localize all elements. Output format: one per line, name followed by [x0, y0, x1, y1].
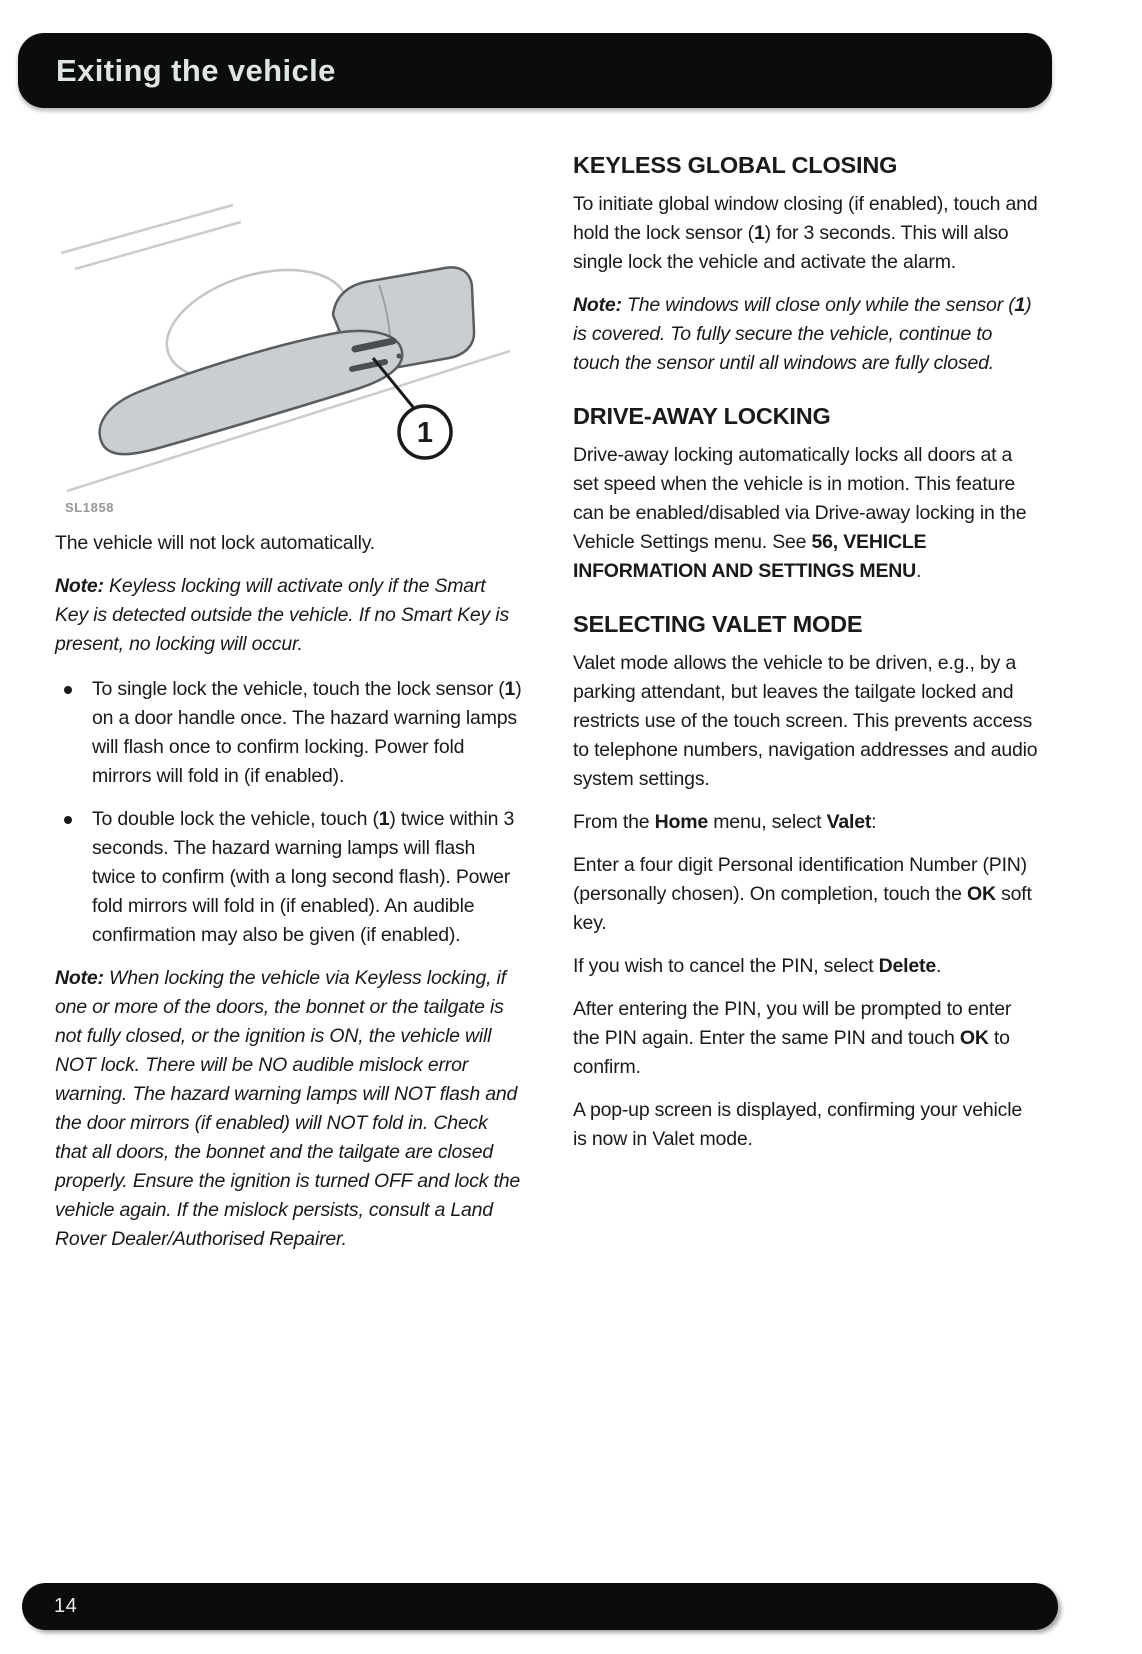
text-run: : — [871, 811, 877, 833]
paragraph — [573, 190, 1040, 277]
text-run: 1 — [753, 222, 765, 244]
text-run: ) for 3 seconds. This will also single lock the vehicle and activate the alarm. — [573, 222, 1009, 273]
list-item — [55, 675, 522, 791]
text-run: Delete — [878, 955, 936, 977]
text-run: A pop-up screen is displayed, confirming your vehicle is now in Valet mode. — [573, 1099, 1022, 1150]
text-run: ) on a door handle once. The hazard warning lamps will flash once to confirm locking. Power fold mirrors will fold in (if enabled). — [92, 678, 522, 787]
locking-bullet-list — [55, 675, 522, 950]
text-run: Keyless locking will activate only if the Smart Key is detected outside the vehicle. If no Smart Key is present, no locking will occur. — [55, 575, 509, 655]
text-run: Note: — [55, 575, 110, 597]
text-run: . — [916, 560, 922, 582]
section-heading: KEYLESS GLOBAL CLOSING — [573, 152, 898, 178]
text-run: The windows will close only while the sensor ( — [627, 294, 1015, 316]
text-run: To initiate global window closing (if enabled), touch and hold the lock sensor ( — [573, 193, 1038, 244]
single-lock-bullet-text — [92, 675, 522, 791]
text-run: Enter a four digit Personal identification Number (PIN) (personally chosen). On completion, touch the — [573, 854, 1027, 905]
content-columns — [55, 145, 1040, 1270]
door-handle-figure — [55, 145, 522, 517]
door-handle-illustration — [55, 145, 522, 493]
text-run: Home — [654, 811, 709, 833]
intro-paragraph: The vehicle will not lock automatically. — [55, 532, 376, 554]
double-lock-bullet-text — [92, 805, 522, 950]
page-title: Exiting the vehicle — [56, 52, 336, 88]
page-header-bar — [18, 33, 1052, 108]
text-run: 56, VEHICLE INFORMATION AND SETTINGS MENU — [573, 531, 927, 582]
page-number: 14 — [54, 1595, 78, 1617]
text-run: . — [935, 955, 942, 977]
text-run: menu, select — [708, 811, 827, 833]
text-run: OK — [959, 1027, 989, 1049]
text-run: ) twice within 3 seconds. The hazard warning lamps will flash twice to confirm (with a long second flash). Power fold mirrors will fold in (if enabled). An audible confirmation may also be given (if enabled). — [92, 808, 515, 946]
text-run: To single lock the vehicle, touch the lock sensor ( — [92, 678, 505, 700]
text-run: Drive-away locking automatically locks all doors at a set speed when the vehicle is in motion. This feature can be enabled/disabled via Drive-away locking in the Vehicle Settings menu. See — [573, 444, 1027, 553]
left-column — [55, 145, 522, 1270]
windows-close-note — [573, 291, 1040, 378]
text-run: Valet mode allows the vehicle to be driven, e.g., by a parking attendant, but leaves the tailgate locked and restricts use of the touch screen. This prevents access to telephone numbers, navigation addresses and audio system settings. — [573, 652, 1038, 790]
text-run: ) is covered. To fully secure the vehicle, continue to touch the sensor until all windows are fully closed. — [573, 294, 1032, 374]
section-heading: SELECTING VALET MODE — [573, 611, 863, 637]
paragraph — [573, 441, 1040, 586]
text-run: If you wish to cancel the PIN, select — [573, 955, 879, 977]
bullet-marker-icon — [64, 816, 72, 824]
text-run: 1 — [504, 678, 516, 700]
text-run: Valet — [826, 811, 872, 833]
text-run: From the — [573, 811, 655, 833]
text-run: When locking the vehicle via Keyless locking, if one or more of the doors, the bonnet or the tailgate is not fully closed, or the ignition is ON, the vehicle will NOT lock. There will be NO audible mislock error warning. The hazard warning lamps will NOT flash and the door mirrors (if enabled) will NOT fold in. Check that all doors, the bonnet and the tailgate are closed properly. Ensure the ignition is turned OFF and lock the vehicle again. If the mislock persists, consult a Land Rover Dealer/Authorised Repairer. — [55, 967, 520, 1250]
text-run: Note: — [55, 967, 110, 989]
text-run: 1 — [378, 808, 390, 830]
page-footer-bar — [22, 1583, 1058, 1630]
keyless-locking-note — [55, 572, 522, 659]
section-selecting-valet-mode — [573, 610, 1040, 1154]
text-run: to confirm. — [573, 1027, 1010, 1078]
paragraph — [573, 851, 1040, 938]
paragraph — [573, 649, 1040, 794]
callout-number: 1 — [416, 417, 434, 449]
paragraph — [573, 952, 1040, 981]
text-run: After entering the PIN, you will be prompted to enter the PIN again. Enter the same PIN and touch — [573, 998, 1012, 1049]
text-run: 1 — [1014, 294, 1026, 316]
text-run: Note: — [573, 294, 628, 316]
paragraph — [573, 995, 1040, 1082]
paragraph — [573, 1096, 1040, 1154]
bullet-marker-icon — [64, 686, 72, 694]
section-heading: DRIVE-AWAY LOCKING — [573, 403, 831, 429]
paragraph — [573, 808, 1040, 837]
text-run: soft key. — [573, 883, 1032, 934]
text-run: OK — [967, 883, 996, 905]
list-item — [55, 805, 522, 950]
text-run: To double lock the vehicle, touch ( — [92, 808, 379, 830]
figure-code-label: SL1858 — [65, 500, 115, 515]
mislock-warning-note — [55, 964, 522, 1254]
right-column — [573, 145, 1040, 1270]
section-keyless-global-closing — [573, 151, 1040, 378]
section-drive-away-locking — [573, 402, 1040, 586]
